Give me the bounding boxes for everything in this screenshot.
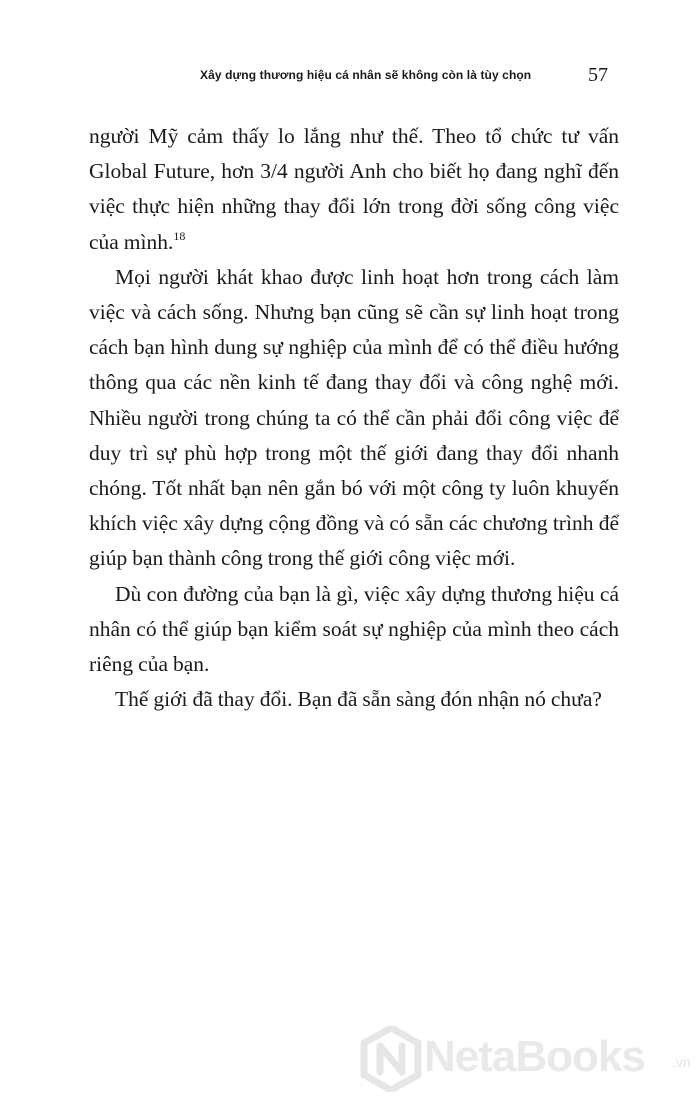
neta-hexagon-n-icon <box>360 1026 422 1092</box>
paragraph-3: Dù con đường của bạn là gì, việc xây dựng thương hiệu cá nhân có thể giúp bạn kiểm soát sự nghiệp của mình theo cách riêng của bạn. <box>89 581 619 677</box>
watermark-brand: NetaBooks <box>424 1032 645 1081</box>
paragraph-2: Mọi người khát khao được linh hoạt hơn trong cách làm việc và cách sống. Nhưng bạn cũng sẽ cần sự linh hoạt trong cách bạn hình dung sự nghiệp của mình để có thể điều hướng thông qua các nền kinh tế đang thay đổi và công nghệ mới. Nhiều người trong chúng ta có thể cần phải đổi công việc để duy trì sự phù hợp trong một thế giới đang thay đổi nhanh chóng. Tốt nhất bạn nên gắn bó với một công ty luôn khuyến khích việc xây dựng cộng đồng và có sẵn các chương trình để giúp bạn thành công trong thế giới công việc mới. <box>89 264 619 571</box>
paragraph-1 <box>89 119 619 260</box>
watermark-suffix: .vn <box>672 1054 691 1070</box>
running-header <box>0 64 700 88</box>
footnote-reference: 18 <box>173 228 186 243</box>
page-number: 57 <box>588 64 608 86</box>
netabooks-watermark <box>360 1018 695 1098</box>
running-title: Xây dựng thương hiệu cá nhân sẽ không còn là tùy chọn <box>200 68 532 82</box>
body-text <box>89 119 619 717</box>
paragraph-1-text: người Mỹ cảm thấy lo lắng như thế. Theo tổ chức tư vấn Global Future, hơn 3/4 người Anh cho biết họ đang nghĩ đến việc thực hiện những thay đổi lớn trong đời sống công việc của mình. <box>89 124 619 254</box>
paragraph-4: Thế giới đã thay đổi. Bạn đã sẵn sàng đón nhận nó chưa? <box>115 687 602 712</box>
